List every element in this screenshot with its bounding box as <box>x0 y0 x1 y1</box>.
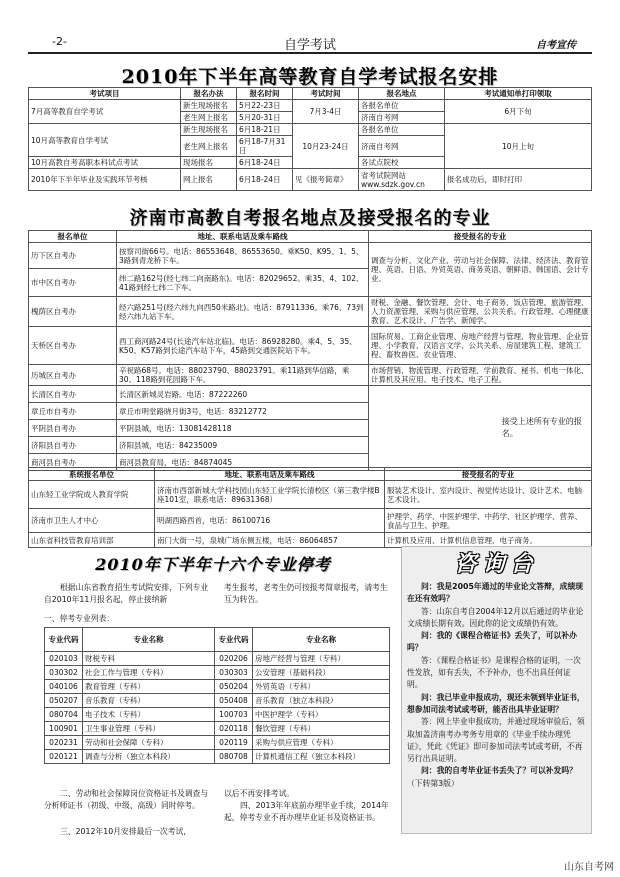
notice-intro-left: 根据山东省教育招生考试院安排，下列专业自2010年11月报名起，停止接纳新 <box>44 583 209 604</box>
notice-intro-right: 考生报考，老考生仍可按报考简章报考，请考生互为转告。 <box>224 583 388 604</box>
major-name: 外贸英语（专科） <box>253 680 390 694</box>
th-method: 报名办法 <box>181 88 237 100</box>
major-code: 100901 <box>45 722 83 736</box>
exam-time: 见《报考简章》 <box>293 169 359 191</box>
th-code: 专业代码 <box>45 628 83 652</box>
system-majors: 服装艺术设计、室内设计、视觉传达设计、设计艺术、电脑艺术设计。 <box>385 481 592 509</box>
major-code: 020206 <box>215 652 253 666</box>
major-name: 教育管理（专科） <box>83 680 215 694</box>
office-address: 经六路251号(经六纬九向西50米路北)。电话：87911336。乘76、73到经六纬九站下车。 <box>117 297 369 327</box>
office-unit: 历下区自考办 <box>29 243 117 269</box>
office-address: 辛祝路68号。电话：88023790、88023791。乘11路到华信路，乘30、118路到花园路下车。 <box>117 365 369 386</box>
major-name: 卫生事业管理（专科） <box>83 722 215 736</box>
exam-time: 10月23-24日 <box>293 124 359 169</box>
reg-time: 5月20-31日 <box>237 112 293 124</box>
banner-discontinued: 2010年下半年十六个专业停考 <box>95 555 331 574</box>
answer: 答：山东自考自2004年12月以后通过的毕业论文成绩长期有效。因此你的论文成绩仍有效。 <box>407 606 584 628</box>
reg-place: 省考试院网站 www.sdzk.gov.cn <box>359 169 445 191</box>
major-code: 050408 <box>215 694 253 708</box>
th-unit: 报名单位 <box>29 231 117 243</box>
notice-time: 报名成功后，即时打印 <box>445 169 592 191</box>
majors-block-c: 国际贸易、工商企业管理、房地产经营与管理、物业管理、企业管理、小学教育、汉语言文学、公共关系、房屋建筑工程、建筑工程、畜牧兽医、农业管理、 <box>369 327 592 365</box>
th-notice: 考试通知单打印领取 <box>445 88 592 100</box>
system-address: 南门大街一号，泉城广场东侧五楼，电话：86064857 <box>155 533 385 548</box>
question: 问：我的《课程合格证书》丢失了，可以补办吗？ <box>407 631 577 653</box>
brand-mark: 自考宣传 <box>536 40 576 51</box>
office-address: 纬二路162号(经七纬二向南路东)。电话：82029652。乘35、4、102、41路到经七纬二下车。 <box>117 269 369 297</box>
question: 问：我是2005年通过的毕业论文答辩，成绩现在还有效吗？ <box>407 582 584 604</box>
jinan-offices-table <box>28 230 592 471</box>
notice-point-2: 二、劳动和社会保障岗位资格证书及调查与分析师证书（初级、中级、高级）同时停考。 <box>44 789 209 810</box>
office-address: 按察司街66号。电话：86553648、86553650。乘K50、K95、1、5、3路到青龙桥下车。 <box>117 243 369 269</box>
major-name: 音乐教育（专科） <box>83 694 215 708</box>
majors-block-a: 调查与分析、文化产业、劳动与社会保障、法律、经济法、教育管理、英语、日语、外贸英语、商务英语、朝鲜语、韩国语、会计专业、 <box>369 243 592 297</box>
major-name: 房地产经营与管理（专科） <box>253 652 390 666</box>
reg-place: 各试点院校 <box>359 157 445 169</box>
reg-place: 济南自考网 <box>359 112 445 124</box>
exam-item: 10月高等教育自学考试 <box>29 124 181 157</box>
system-unit: 山东轻工业学院成人教育学院 <box>29 481 155 509</box>
major-name: 劳动和社会保障（专科） <box>83 736 215 750</box>
th-name: 专业名称 <box>253 628 390 652</box>
system-address: 济南市西部新城大学科技园山东轻工业学院长清校区（第三教学楼B座101室，联系电话：89631368） <box>155 481 385 509</box>
reg-time: 6月18-7月31日 <box>237 136 293 157</box>
reg-method: 老生网上报名 <box>181 136 237 157</box>
exam-time: 7月3-4日 <box>293 100 359 124</box>
system-majors: 护理学、药学、中医护理学、中药学、社区护理学、营养、食品与卫生、护理。 <box>385 509 592 533</box>
reg-place: 各报名单位 <box>359 100 445 112</box>
major-code: 020103 <box>45 652 83 666</box>
reg-place: 各报名单位 <box>359 124 445 136</box>
question <box>402 765 591 790</box>
system-address: 明湖西路西首，电话：86100716 <box>155 509 385 533</box>
office-unit: 章丘市自考办 <box>29 403 117 420</box>
office-unit: 历城区自考办 <box>29 365 117 386</box>
major-code: 050207 <box>45 694 83 708</box>
major-name: 调查与分析（独立本科段） <box>83 750 215 764</box>
th-system-unit: 系统报名单位 <box>29 468 155 481</box>
banner-jinan-offices: 济南市高教自考报名地点及接受报名的专业 <box>129 208 491 229</box>
banner-registration: 2010年下半年高等教育自学考试报名安排 <box>121 66 499 88</box>
system-unit: 济南市卫生人才中心 <box>29 509 155 533</box>
notice-time: 6月下旬 <box>445 100 592 124</box>
office-unit: 市中区自考办 <box>29 269 117 297</box>
registration-table <box>28 87 592 191</box>
office-unit: 天桥区自考办 <box>29 327 117 365</box>
reg-method: 新生现场报名 <box>181 124 237 136</box>
th-exam-time: 考试时间 <box>293 88 359 100</box>
notice-list-title: 一、停考专业列表： <box>44 614 115 623</box>
major-name: 音乐教育（独立本科段） <box>253 694 390 708</box>
major-name: 中医护理学（专科） <box>253 708 390 722</box>
major-code: 020118 <box>215 722 253 736</box>
reg-method: 网上报名 <box>181 169 237 191</box>
th-item: 考试项目 <box>29 88 181 100</box>
majors-block-b: 财税、金融、餐饮管理、会计、电子商务、饭店管理、旅游管理、人力资源管理、采购与供应管理、公共关系、行政管理、心理健康教育、艺术设计、广告学、新闻学、 <box>369 297 592 327</box>
major-name: 计算机通信工程（独立本科段） <box>253 750 390 764</box>
section-title: 自学考试 <box>283 38 336 53</box>
consultation-title: 咨询台 <box>454 551 539 577</box>
th-reg-time: 报名时间 <box>237 88 293 100</box>
majors-all-note: 接受上述所有专业的报名。 <box>501 417 582 438</box>
th-address: 地址、联系电话及乘车路线 <box>117 231 369 243</box>
office-unit: 平阴县自考办 <box>29 420 117 437</box>
system-majors: 计算机及应用、计算机信息管理、电子商务。 <box>385 533 592 548</box>
exam-item: 2010年下半年毕业及实践环节考核 <box>29 169 181 191</box>
office-address: 商河县教育局，电话：84874045 <box>117 454 369 471</box>
major-code: 030303 <box>215 666 253 680</box>
continued-note: （下转第3版） <box>407 778 459 788</box>
notice-point-4: 四、2013年年底前办理毕业手续，2014年起，停考专业不再办理毕业证书及资格证书。 <box>224 801 389 822</box>
office-address: 章丘市明堂路晓月街3号，电话：83212772 <box>117 403 369 420</box>
reg-method: 现场报名 <box>181 157 237 169</box>
th-address: 地址、联系电话及乘车路线 <box>155 468 385 481</box>
major-code: 020119 <box>215 736 253 750</box>
major-code: 100703 <box>215 708 253 722</box>
exam-item: 7月高等教育自学考试 <box>29 100 181 124</box>
reg-time: 5月22-23日 <box>237 100 293 112</box>
major-name: 餐饮管理（专科） <box>253 722 390 736</box>
discontinued-majors-table <box>44 627 390 764</box>
consultation-box <box>401 546 592 834</box>
th-place: 报名地点 <box>359 88 445 100</box>
answer: 答：网上毕业申报成功，并通过现场审验后，领取加盖济南考办考务专用章的《毕业手续办理凭证》，凭此《凭证》即可参加司法考试或考研，不再另行出具证明。 <box>407 717 585 764</box>
major-code: 080708 <box>215 750 253 764</box>
site-watermark: 山东自考网 <box>564 862 614 873</box>
office-address: 平阴县城，电话：13081428118 <box>117 420 369 437</box>
office-address: 长清区新城灵岩路。电话：87222260 <box>117 386 369 403</box>
reg-time: 6月18-21日 <box>237 124 293 136</box>
question: 问：我已毕业申报成功，现还未领到毕业证书，想参加司法考试或考研，能否出具毕业证明？ <box>407 692 585 714</box>
answer: 答：《课程合格证书》是课程合格的证明，一次性发放，如有丢失，不予补办，也不出具任何证明。 <box>407 655 581 690</box>
majors-block-d: 市场营销、物流管理、行政管理、学前教育、秘书、机电一体化、计算机及其应用、电子技术、电子工程。 <box>369 365 592 386</box>
office-unit: 槐荫区自考办 <box>29 297 117 327</box>
major-name: 社会工作与管理（专科） <box>83 666 215 680</box>
th-majors: 接受报名的专业 <box>385 468 592 481</box>
office-unit: 济阳县自考办 <box>29 437 117 454</box>
system-unit: 山东省科技管教育培训部 <box>29 533 155 548</box>
reg-time: 6月18-24日 <box>237 157 293 169</box>
office-unit: 长清区自考办 <box>29 386 117 403</box>
reg-method: 新生现场报名 <box>181 100 237 112</box>
office-address: 西工商河路24号(长途汽车站北临)。电话：86928280。乘4、5、35、K50、K57路到长途汽车站下车，45路到交通医院站下车。 <box>117 327 369 365</box>
page-header <box>28 34 592 54</box>
major-code: 050204 <box>215 680 253 694</box>
system-offices-table <box>28 467 592 548</box>
reg-place: 济南自考网 <box>359 136 445 157</box>
reg-method: 老生网上报名 <box>181 112 237 124</box>
notice-time: 10月上旬 <box>445 124 592 169</box>
major-code: 040106 <box>45 680 83 694</box>
th-code: 专业代码 <box>215 628 253 652</box>
reg-time: 6月18-24日 <box>237 169 293 191</box>
th-majors: 接受报名的专业 <box>369 231 592 243</box>
major-name: 公安管理（基础科段） <box>253 666 390 680</box>
th-name: 专业名称 <box>83 628 215 652</box>
major-code: 080704 <box>45 708 83 722</box>
major-name: 采购与供应管理（专科） <box>253 736 390 750</box>
office-unit: 商河县自考办 <box>29 454 117 471</box>
major-name: 财税专科 <box>83 652 215 666</box>
question-text: 问：我的自考毕业证书丢失了？可以补发吗？ <box>421 766 577 776</box>
page-number: -2- <box>52 35 67 48</box>
major-code: 020231 <box>45 736 83 750</box>
notice-point-3-cont: 以后不再安排考试。 <box>224 789 295 798</box>
office-address: 济阳县城，电话：84235009 <box>117 437 369 454</box>
major-code: 020121 <box>45 750 83 764</box>
major-name: 电子技术（专科） <box>83 708 215 722</box>
exam-item: 10月高教自考高职本科试点考试 <box>29 157 181 169</box>
notice-point-3: 三、2012年10月安排最后一次考试， <box>60 827 192 836</box>
major-code: 030302 <box>45 666 83 680</box>
